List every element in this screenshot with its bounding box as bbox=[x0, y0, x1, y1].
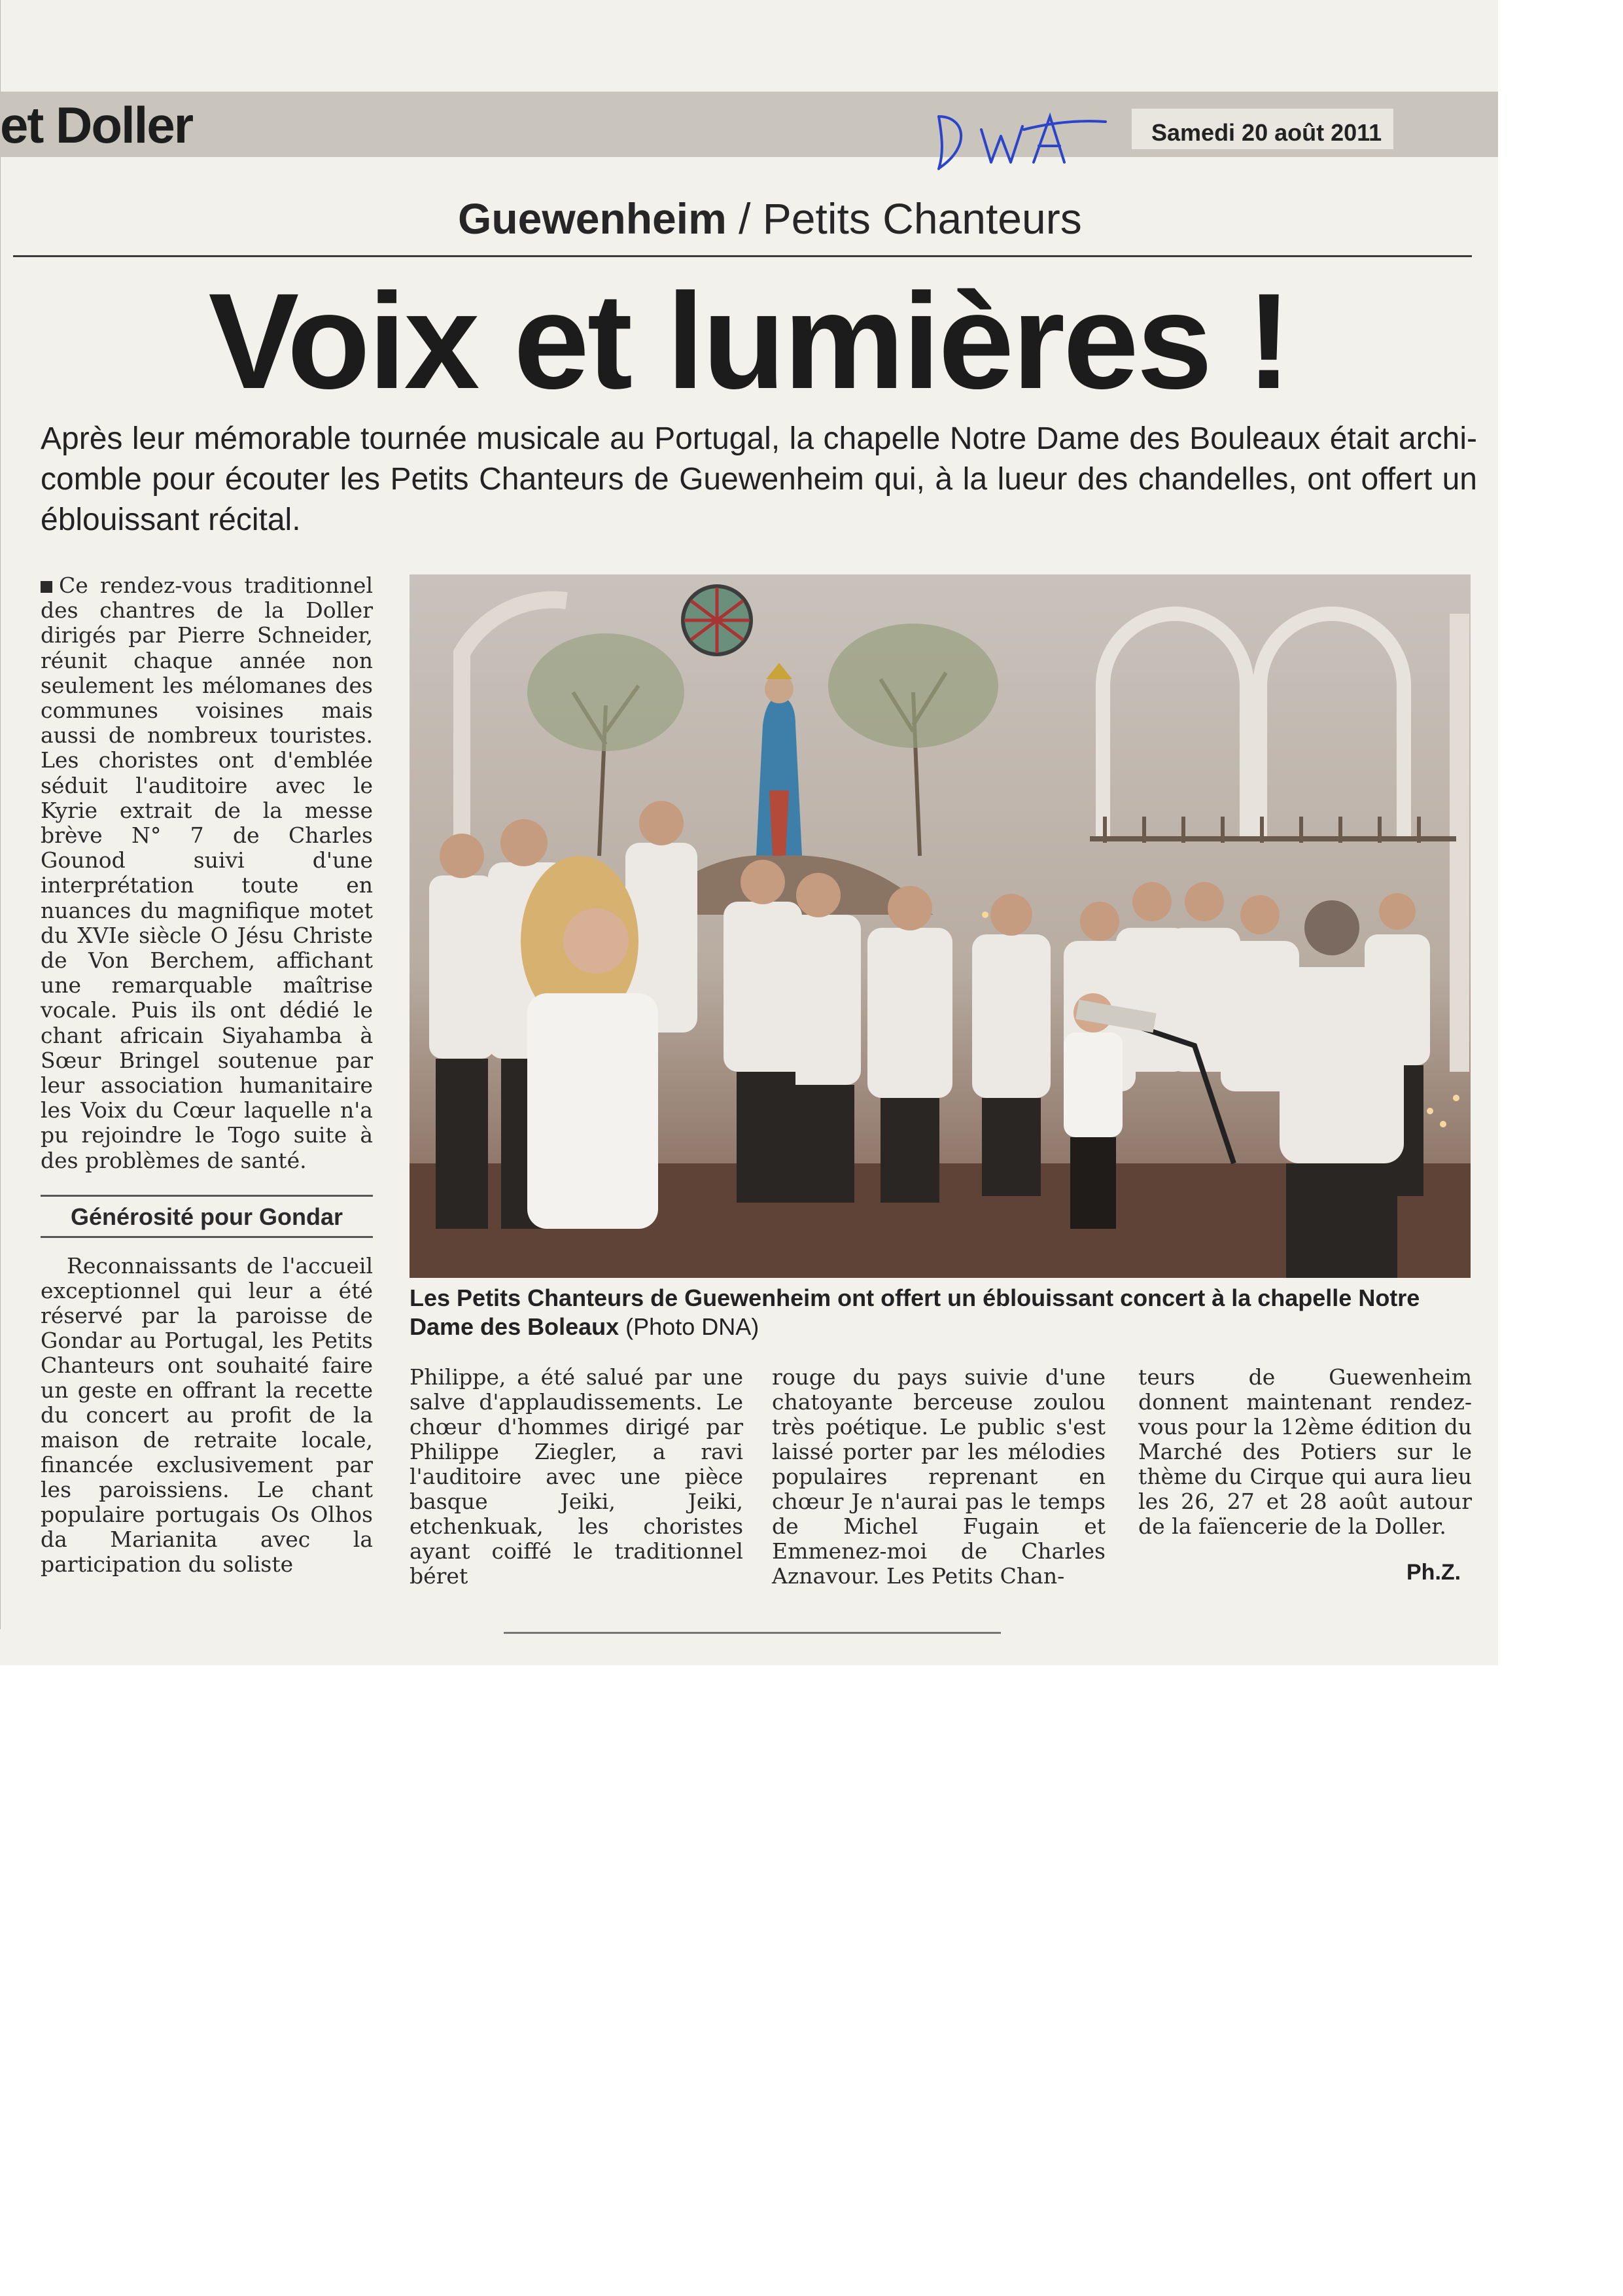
photo-caption bbox=[410, 1284, 1476, 1341]
topic-location: Guewenheim bbox=[458, 194, 727, 243]
headline: Voix et lumières ! bbox=[208, 266, 1290, 417]
subhead: Générosité pour Gondar bbox=[41, 1195, 373, 1238]
column-3: rouge du pays suivie d'une chatoyante berceuse zoulou très poétique. Le public s'est laissé porter par les mélodies populaires reprenant en chœur Je n'aurai pas le temps de Michel Fugain et Emmenez-moi de Charles Aznavour. Les Petits Chan- bbox=[772, 1364, 1106, 1589]
lede: Après leur mémorable tournée musicale au Portugal, la chapelle Notre Dame des Bouleaux était archi-comble pour écouter les Petits Chanteurs de Guewenheim qui, à la lueur des chandelles, ont offert un éblouissant récital. bbox=[41, 421, 1477, 537]
choir-photo bbox=[410, 574, 1471, 1278]
topic-separator: / bbox=[726, 194, 763, 243]
column-1-continued: Reconnaissants de l'accueil exceptionnel qui leur a été réservé par la paroisse de Gondar au Portugal, les Petits Chanteurs ont souhaité faire un geste en offrant la recette du concert au profit de la maison de retraite locale, financée exclusivement par les paroissiens. Le chant populaire portugais Os Olhos da Marianita avec la participation du soliste bbox=[41, 1253, 373, 1577]
column-2: Philippe, a été salué par une salve d'applaudissements. Le chœur d'hommes dirigé par Philippe Ziegler, a ravi l'auditoire avec une pièce basque Jeiki, Jeiki, etchenkuak, les choristes ayant coiffé le traditionnel béret bbox=[410, 1364, 743, 1589]
publication-date: Samedi 20 août 2011 bbox=[1151, 119, 1382, 146]
bottom-rule bbox=[504, 1632, 1001, 1634]
section-title: et Doller bbox=[0, 96, 193, 154]
clipping-edge bbox=[0, 0, 1, 1629]
handwritten-signature bbox=[919, 90, 1115, 182]
topic-subject: Petits Chanteurs bbox=[762, 194, 1082, 243]
article-topic bbox=[458, 194, 1082, 243]
header-rule bbox=[13, 255, 1472, 257]
column-4: teurs de Guewenheim donnent maintenant rendez-vous pour la 12ème édition du Marché des Potiers sur le thème du Cirque qui aura lieu les 26, 27 et 28 août autour de la faïencerie de la Doller. bbox=[1138, 1364, 1472, 1539]
paragraph-bullet bbox=[41, 581, 52, 593]
photo-credit: (Photo DNA) bbox=[625, 1313, 759, 1340]
column-1 bbox=[41, 573, 373, 1173]
byline: Ph.Z. bbox=[1406, 1560, 1461, 1585]
caption-text: Les Petits Chanteurs de Guewenheim ont offert un éblouissant concert à la chapelle Notre Dame des Boleaux bbox=[410, 1284, 1420, 1340]
column-1-text: Ce rendez-vous traditionnel des chantres de la Doller dirigés par Pierre Schneider, réunit chaque année non seulement les mélomanes des communes voisines mais aussi de nombreux touristes. Les choristes ont d'emblée séduit l'auditoire avec le Kyrie extrait de la messe brève N° 7 de Charles Gounod suivi d'une interprétation toute en nuances du magnifique motet du XVIe siècle O Jésu Christe de Von Berchem, affichant une remarquable maîtrise vocale. Puis ils ont dédié le chant africain Siyahamba à Sœur Bringel soutenue par leur association humanitaire les Voix du Cœur laquelle n'a pu rejoindre le Togo suite à des problèmes de santé. bbox=[41, 573, 373, 1173]
choir-photo-illustration bbox=[410, 574, 1471, 1278]
